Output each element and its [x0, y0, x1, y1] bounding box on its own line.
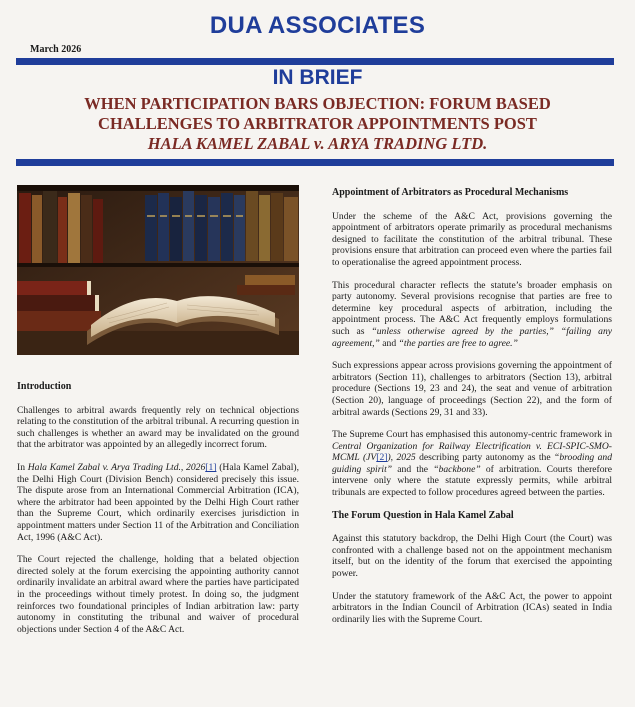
library-books-photo	[17, 185, 299, 355]
books-illustration	[17, 185, 299, 355]
series-title: IN BRIEF	[272, 66, 363, 89]
case-citation: Hala Kamel Zabal v. Arya Trading Ltd., 2026	[27, 461, 206, 473]
top-rule	[16, 58, 614, 65]
describing-text: describing party autonomy as the	[415, 452, 555, 464]
forum-question-heading: The Forum Question in Hala Kamel Zabal	[332, 509, 514, 521]
right-paragraph-3: Such expressions appear across provisions governing the appointment of arbitrators (Section 11), challenges to arbitrators (Section 13), arbitral procedure (Sections 19, 23 and 24), the seat and venue of arbitration (Section 20), language of proceedings (Section 22), and the form of arbitral awards (Sections 29, 31 and 33).	[332, 360, 612, 418]
title-line-3: HALA KAMEL ZABAL v. ARYA TRADING LTD.	[147, 134, 488, 153]
title-line-1: WHEN PARTICIPATION BARS OBJECTION: FORUM BASED	[84, 94, 551, 113]
intro-paragraph-2-text: (Hala Kamel Zabal), the Delhi High Court (Division Bench) considered precisely this issue. The dispute arose from an International Commercial Arbitration (ICA), where the arbitrator had been appointed by the Delhi High Court rather than the Supreme Court, which ordinarily exercises jurisdiction in appointment matters under Section 11 of the Arbitration and Conciliation Act, 1996 (A&C Act).	[17, 461, 300, 543]
article-title	[20, 94, 615, 154]
bottom-rule	[16, 159, 614, 166]
right-paragraph-4-text: The Supreme Court has emphasised this autonomy-centric framework in	[332, 429, 612, 441]
and-the-text: and the	[392, 463, 434, 475]
appointment-heading: Appointment of Arbitrators as Procedural Mechanisms	[332, 187, 569, 198]
core-case-year: ), 2025	[387, 452, 416, 464]
quote-unless-agreed: “unless otherwise agreed by the parties,” “failing any agreement,”	[332, 325, 613, 349]
intro-paragraph-2: In Hala Kamel Zabal v. Arya Trading Ltd., 2026[1] (Hala Kamel Zabal), the Delhi High Court (Division Bench) considered precisely this issue. The dispute arose from an International Commercial Arbitration (ICA), where the arbitrator had been appointed by the Delhi High Court rather than the Supreme Court, which ordinarily exercises jurisdiction in appointment matters under Section 11 of the Arbitration and Conciliation Act, 1996 (A&C Act).	[17, 461, 300, 543]
right-paragraph-4-end: of arbitration. Courts therefore intervene only where the statute expressly permits, while arbitral tribunals are expected to follow procedures agreed between the parties.	[332, 463, 612, 499]
firm-name: DUA ASSOCIATES	[209, 12, 426, 39]
quote-free-to-agree: “the parties are free to agree.”	[398, 337, 518, 349]
core-case-citation: Central Organization for Railway Electrification v. ECI-SPIC-SMO-MCML (JV	[332, 440, 612, 464]
and-text: and	[379, 337, 399, 349]
right-column	[332, 187, 612, 636]
right-paragraph-2	[332, 280, 612, 350]
left-column	[17, 381, 299, 646]
introduction-heading: Introduction	[17, 381, 72, 392]
quote-backbone: “backbone”	[433, 463, 481, 475]
right-paragraph-2-text: This procedural character reflects the statute’s broader emphasis on party autonomy. Several provisions recognise that parties are free to determine key procedural aspects of arbitration, including the appointment process. The A&C Act frequently employs formulations such as	[332, 279, 612, 337]
quote-brooding-spirit: “brooding and guiding spirit”	[332, 452, 613, 475]
footnote-link-1[interactable]: [1]	[205, 461, 217, 473]
right-paragraph-6: Under the statutory framework of the A&C Act, the power to appoint arbitrators in the Indian Council of Arbitration (ICAs) seated in India ordinarily lies with the Supreme Court.	[332, 590, 612, 625]
footnote-link-2[interactable]: [2]	[376, 452, 388, 464]
right-paragraph-4	[332, 429, 612, 499]
title-line-2: CHALLENGES TO ARBITRATOR APPOINTMENTS POST	[98, 114, 537, 133]
right-paragraph-5: Against this statutory backdrop, the Delhi High Court (the Court) was confronted with a challenge based not on the appointment mechanism itself, but on the identity of the forum that exercised the appointing power.	[332, 533, 612, 580]
right-paragraph-1: Under the scheme of the A&C Act, provisions governing the appointment of arbitrators operate primarily as procedural mechanisms designed to facilitate the constitution of the arbitral tribunal. These provisions ensure that arbitration can proceed even where the parties fail to operationalise the agreed appointment process.	[332, 210, 612, 268]
intro-paragraph-1: Challenges to arbitral awards frequently rely on technical objections relating to the constitution of the arbitral tribunal. A recurring question in such challenges is whether an award may be invalidated on the ground that the arbitrator was appointed by an allegedly incorrect forum.	[17, 404, 299, 451]
intro-paragraph-3: The Court rejected the challenge, holding that a belated objection directed solely at the forum exercising the appointing authority cannot ordinarily invalidate an arbitral award where the parties have participated in the proceedings without timely protest. In doing so, the judgment reinforces two foundational principles of Indian arbitration law: party autonomy in constituting the tribunal and waiver of procedural objections under Section 4 of the A&C Act.	[17, 554, 299, 635]
issue-date: March 2026	[30, 44, 82, 55]
